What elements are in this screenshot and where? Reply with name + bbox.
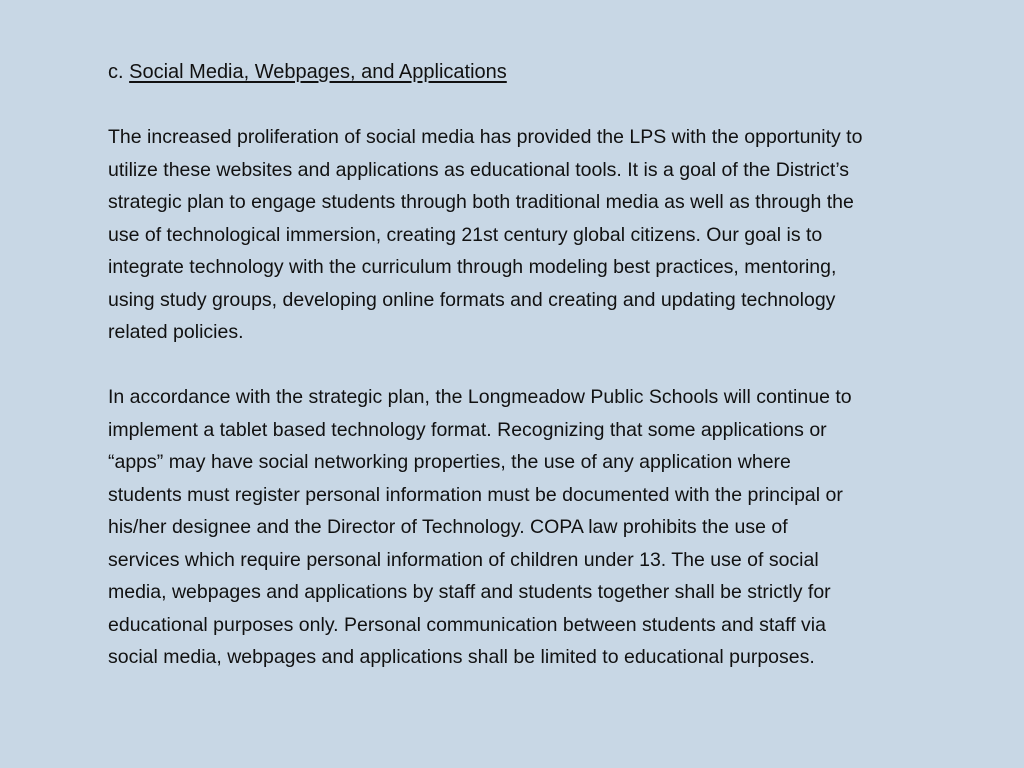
section-prefix: c. — [108, 61, 124, 83]
text-line: integrate technology with the curriculum through modeling best practices, mentoring, — [108, 256, 837, 278]
text-line: utilize these websites and applications as educational tools. It is a goal of the District’s — [108, 158, 850, 181]
text-line: his/her designee and the Director of Technology. COPA law prohibits the use of — [108, 516, 788, 538]
text-line: The increased proliferation of social media has provided the LPS with the opportunity to — [108, 126, 863, 148]
text-line: use of technological immersion, creating 21st century global citizens. Our goal is to — [108, 223, 823, 246]
section-heading — [108, 57, 928, 87]
section-title: Social Media, Webpages, and Applications — [129, 61, 507, 83]
text-line: strategic plan to engage students through both traditional media as well as through the — [108, 191, 854, 213]
text-line: educational purposes only. Personal communication between students and staff via — [108, 613, 826, 636]
text-line: students must register personal information must be documented with the principal or — [108, 483, 843, 506]
text-line: implement a tablet based technology format. Recognizing that some applications or — [108, 418, 827, 441]
text-line: “apps” may have social networking properties, the use of any application where — [108, 451, 791, 473]
text-line: media, webpages and applications by staff and students together shall be strictly for — [108, 581, 831, 603]
text-line: services which require personal information of children under 13. The use of social — [108, 548, 819, 571]
text-line: In accordance with the strategic plan, the Longmeadow Public Schools will continue to — [108, 386, 852, 408]
paragraph-social-media-intro — [108, 121, 928, 349]
text-line: social media, webpages and applications shall be limited to educational purposes. — [108, 646, 815, 668]
paragraph-tablet-policy — [108, 381, 928, 674]
text-line: using study groups, developing online formats and creating and updating technology — [108, 288, 836, 311]
text-line: related policies. — [108, 321, 244, 343]
